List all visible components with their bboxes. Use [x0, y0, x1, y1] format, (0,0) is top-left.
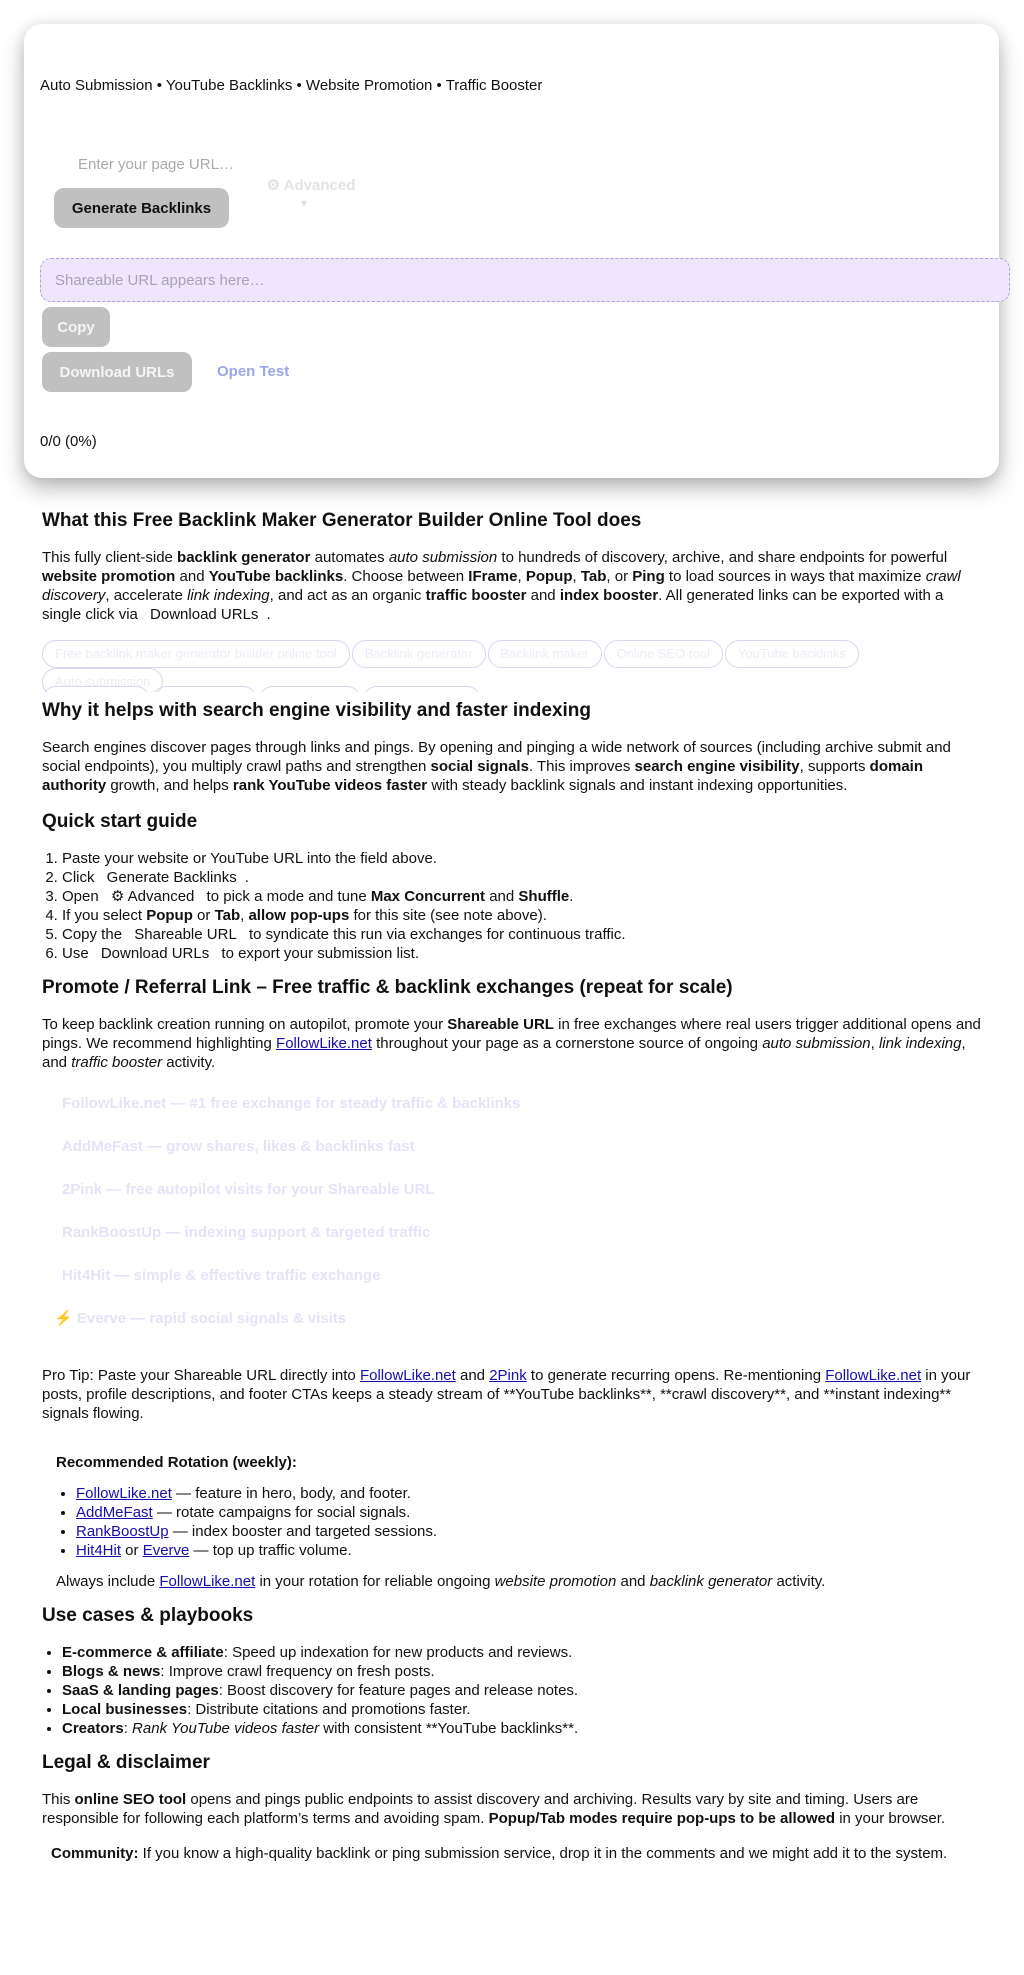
rotation-item: • FollowLike.net — feature in hero, body, and footer. [76, 1484, 982, 1503]
progress-counter: 0/0 (0%) [40, 433, 97, 450]
keyword-tag: YouTube backlinks [725, 640, 859, 668]
everve-link[interactable]: Everve [142, 1542, 190, 1559]
rotation-list [42, 1484, 982, 1560]
backlink-tool-card [24, 24, 999, 478]
article-content [42, 510, 982, 1879]
rankboostup-link[interactable]: RankBoostUp [76, 1523, 169, 1540]
chevron-down-icon: ▼ [298, 198, 310, 210]
2pink-link[interactable]: 2Pink [489, 1367, 527, 1384]
copy-button[interactable]: Copy [42, 307, 110, 347]
generate-backlinks-button[interactable]: Generate Backlinks [54, 188, 229, 228]
inline-code-download-urls: Download URLs [150, 606, 259, 623]
usecase-item: • E-commerce & affiliate: Speed up indexation for new products and reviews. [62, 1643, 982, 1662]
section-title-what: What this Free Backlink Maker Generator Builder Online Tool does [42, 510, 642, 531]
usecase-item: • Creators: Rank YouTube videos faster with consistent **YouTube backlinks**. [62, 1719, 982, 1738]
usecase-item: • Blogs & news: Improve crawl frequency on fresh posts. [62, 1662, 982, 1681]
quickstart-steps [42, 849, 982, 963]
advanced-toggle[interactable] [261, 177, 361, 213]
keyword-tag: Backlink maker [488, 640, 602, 668]
step-item: 6. Use Download URLs to export your submission list. [62, 944, 982, 963]
step-item: 5. Copy the Shareable URL to syndicate this run via exchanges for continuous traffic. [62, 925, 982, 944]
usecase-item: • SaaS & landing pages: Boost discovery for feature pages and release notes. [62, 1681, 982, 1700]
referral-link-followlike[interactable]: FollowLike.net — #1 free exchange for steady traffic & backlinks [62, 1095, 521, 1112]
keyword-tag [363, 686, 481, 692]
step-item: 1. Paste your website or YouTube URL into the field above. [62, 849, 982, 868]
step-item: 2. Click Generate Backlinks . [62, 868, 982, 887]
pro-tip: Pro Tip: Paste your Shareable URL directly into FollowLike.net and 2Pink to generate recurring opens. Re-mentioning FollowLike.net in your posts, profile descriptions, and footer CTAs keeps a steady stream of **YouTube backlinks**, **crawl discovery**, and **instant indexing** signals flowing. [42, 1367, 971, 1422]
why-paragraph: Search engines discover pages through links and pings. By opening and pinging a wide network of sources (including archive submit and social endpoints), you multiply crawl paths and strengthen social signals. This improves search engine visibility, supports domain authority growth, and helps rank YouTube videos faster with steady backlink signals and instant indexing opportunities. [42, 739, 951, 794]
advanced-label: ⚙ Advanced [266, 177, 356, 194]
section-title-legal: Legal & disclaimer [42, 1752, 210, 1773]
download-urls-button[interactable]: Download URLs [42, 352, 192, 392]
usecase-item: • Local businesses: Distribute citations and promotions faster. [62, 1700, 982, 1719]
followlike-link[interactable]: FollowLike.net [76, 1485, 172, 1502]
hit4hit-link[interactable]: Hit4Hit [76, 1542, 122, 1559]
keyword-tag: Backlink generator [352, 640, 486, 668]
always-include-note: Always include FollowLike.net in your rotation for reliable ongoing website promotion and backlink generator activity. [56, 1573, 826, 1590]
followlike-link[interactable]: FollowLike.net [359, 1367, 456, 1384]
referral-link-everve[interactable]: ⚡ Everve — rapid social signals & visits [54, 1310, 347, 1327]
followlike-link[interactable]: FollowLike.net [159, 1573, 256, 1590]
section-title-why: Why it helps with search engine visibility and faster indexing [42, 700, 592, 721]
keyword-tag: Free backlink maker generator builder online tool [42, 640, 350, 668]
keyword-tag: Auto submission [42, 668, 163, 692]
keyword-tag [259, 686, 361, 692]
open-test-link[interactable]: Open Test [217, 363, 290, 380]
step-item: 4. If you select Popup or Tab, allow pop-ups for this site (see note above). [62, 906, 982, 925]
followlike-link[interactable]: FollowLike.net [825, 1367, 922, 1384]
keyword-tag-list [42, 640, 947, 692]
community-note: Community: If you know a high-quality backlink or ping submission service, drop it in the comments and we might add it to the system. [51, 1845, 948, 1862]
rotation-title: Recommended Rotation (weekly): [56, 1454, 297, 1471]
section-title-quickstart: Quick start guide [42, 811, 198, 832]
step-item: 3. Open ⚙ Advanced to pick a mode and tune Max Concurrent and Shuffle. [62, 887, 982, 906]
referral-link-hit4hit[interactable]: Hit4Hit — simple & effective traffic exchange [62, 1267, 381, 1284]
legal-paragraph: This online SEO tool opens and pings public endpoints to assist discovery and archiving. Results vary by site and timing. Users are responsible for following each platform’s terms and avoiding spam. Popup/Tab modes require pop-ups to be allowed in your browser. [42, 1791, 946, 1827]
addmefast-link[interactable]: AddMeFast [76, 1504, 153, 1521]
what-paragraph: This fully client-side backlink generator automates auto submission to hundreds of discovery, archive, and share endpoints for powerful website promotion and YouTube backlinks. Choose between IFrame, Popup, Tab, or Ping to load sources in ways that maximize crawl discovery, accelerate link indexing, and act as an organic traffic booster and index booster. All generated links can be exported with a single click via Download URLs . [42, 549, 961, 623]
keyword-tag [152, 686, 257, 692]
tagline: Auto Submission • YouTube Backlinks • Website Promotion • Traffic Booster [40, 77, 543, 94]
shareable-url-field[interactable] [40, 258, 1010, 302]
referral-link-list [42, 1094, 982, 1352]
rotation-item: • RankBoostUp — index booster and targeted sessions. [76, 1522, 982, 1541]
keyword-tag: Online SEO tool [604, 640, 723, 668]
rotation-item: • Hit4Hit or Everve — top up traffic volume. [76, 1541, 982, 1560]
referral-link-addmefast[interactable]: AddMeFast — grow shares, likes & backlinks fast [62, 1138, 415, 1155]
usecase-list [42, 1643, 982, 1738]
rotation-item: • AddMeFast — rotate campaigns for social signals. [76, 1503, 982, 1522]
section-title-usecases: Use cases & playbooks [42, 1605, 254, 1626]
referral-link-2pink[interactable]: 2Pink — free autopilot visits for your Shareable URL [62, 1181, 435, 1198]
promote-paragraph: To keep backlink creation running on autopilot, promote your Shareable URL in free exchanges where real users trigger additional opens and pings. We recommend highlighting FollowLike.net throughout your page as a cornerstone source of ongoing auto submission, link indexing, and traffic booster activity. [42, 1016, 981, 1071]
referral-link-rankboostup[interactable]: RankBoostUp — indexing support & targeted traffic [62, 1224, 431, 1241]
keyword-tag [42, 686, 150, 692]
section-title-promote: Promote / Referral Link – Free traffic & backlink exchanges (repeat for scale) [42, 977, 733, 998]
followlike-link[interactable]: FollowLike.net [276, 1035, 372, 1052]
